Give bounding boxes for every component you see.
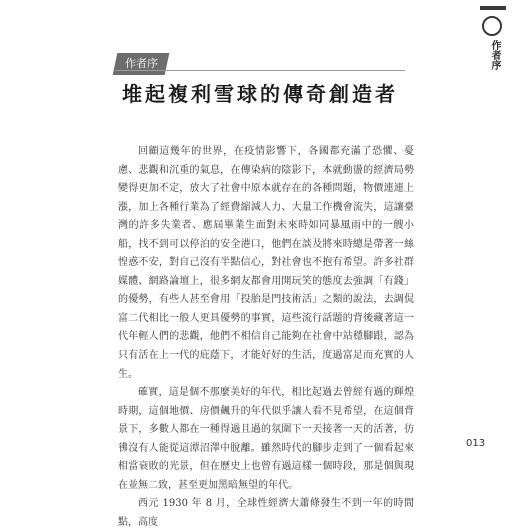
chapter-side-tab: [472, 6, 512, 76]
section-tag-label: 作者序: [124, 57, 158, 70]
page-number: 013: [466, 438, 486, 449]
side-tab-label: 作者序: [489, 40, 500, 70]
body-text: [118, 143, 414, 532]
paragraph-1: 回顧這幾年的世界，在疫情影響下，各國都充滿了恐懼、憂慮、悲觀和沉重的氣息，在傳染病的陰影下，本就動盪的經濟局勢變得更加不定，放大了社會中原本就存在的各種問題，物價連連上漲，加上各種行業為了經費縮減人力、大量工作機會流失，這讓臺灣的許多失業者、應屆畢業生面對未來時如同暴風雨中的一艘小船，找不到可以停泊的安全港口，他們在談及將來時總是帶著一絲惶惑不安，對自己沒有半點信心，對社會也不抱有希望。許多社群媒體、網路論壇上，很多網友都會用開玩笑的態度去強調「有錢」的優勢，有些人甚至會用「投胎是門技術活」之類的說法，去調侃富二代相比一般人更具優勢的事實，這些流行話題的背後藏著這一代年輕人們的悲觀，他們不相信自己能夠在社會中站穩腳跟，認為只有活在上一代的庇蔭下，才能好好的生活，度過富足而充實的人生。: [118, 146, 414, 380]
section-tag: [113, 53, 170, 75]
page-title: 堆起複利雪球的傳奇創造者: [122, 82, 398, 106]
section-divider: [115, 70, 405, 71]
paragraph-3: 西元 1930 年 8 月，全球性經濟大蕭條發生不到一年的時間點，高度: [118, 498, 414, 528]
side-tab-bar: [480, 6, 506, 10]
author-icon: [482, 16, 502, 36]
paragraph-2: 確實，這是個不那麼美好的年代，相比起過去曾經有過的輝煌時期，這個地價、房價飆升的年代似乎讓人看不見希望，在這個背景下，多數人都在一種得過且過的氛圍下一天接著一天的活著，彷彿沒有人能從這潭沼澤中脫離。雖然時代的腳步走到了一個看起來相當衰敗的光景，但在歷史上也曾有過這樣一個時段，那是個與現在並無二致，甚至更加黑暗無望的年代。: [118, 387, 414, 491]
